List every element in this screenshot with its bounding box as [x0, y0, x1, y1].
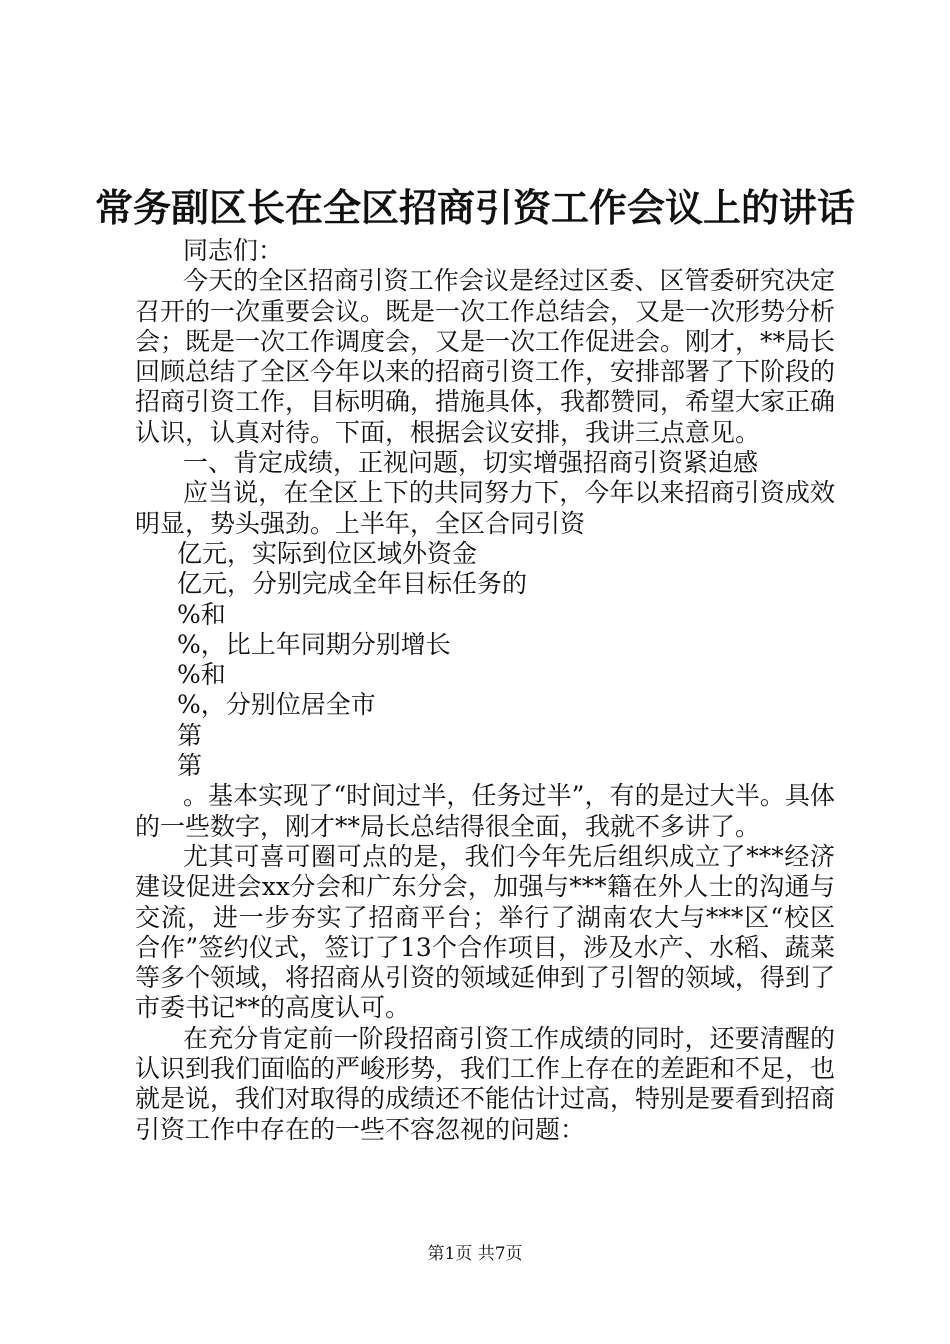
section-heading-1: 一、肯定成绩，正视问题，切实增强招商引资紧迫感: [183, 448, 759, 478]
fragment-line: 亿元，实际到位区域外资金: [177, 538, 478, 568]
paragraph-summary: 。基本实现了“时间过半，任务过半”，有的是过大半。具体的一些数字，刚才**局长总结得很全面，我就不多讲了。: [135, 781, 835, 841]
fragment-line: %，比上年同期分别增长: [177, 629, 451, 659]
paragraph-achievements: 应当说，在全区上下的共同努力下，今年以来招商引资成效明显，势头强劲。上半年，全区合同引资: [135, 478, 835, 538]
fragment-line: %和: [177, 599, 226, 629]
document-title: 常务副区长在全区招商引资工作会议上的讲话: [94, 185, 855, 230]
document-body: [135, 236, 835, 1145]
fragment-line: 第: [177, 751, 203, 781]
salutation: 同志们：: [183, 236, 284, 265]
paragraph-opening: 今天的全区招商引资工作会议是经过区委、区管委研究决定召开的一次重要会议。既是一次工作总结会，又是一次形势分析会；既是一次工作调度会，又是一次工作促进会。刚才，**局长回顾总结了全区今年以来的招商引资工作，安排部署了下阶段的招商引资工作，目标明确，措施具体，我都赞同，希望大家正确认识，认真对待。下面，根据会议安排，我讲三点意见。: [135, 266, 836, 447]
fragment-line: 亿元，分别完成全年目标任务的: [177, 569, 528, 599]
fragment-line: 第: [177, 720, 203, 750]
page-number-footer: 第1页 共7页: [427, 1244, 523, 1264]
paragraph-highlights: 尤其可喜可圈可点的是，我们今年先后组织成立了***经济建设促进会xx分会和广东分会，加强与***籍在外人士的沟通与交流，进一步夯实了招商平台；举行了湖南农大与***区“校区合作”签约仪式，签订了13个合作项目，涉及水产、水稻、蔬菜等多个领域，将招商从引资的领域延伸到了引智的领域，得到了市委书记**的高度认可。: [135, 841, 836, 1023]
fragment-line: %和: [177, 660, 226, 690]
paragraph-problems: 在充分肯定前一阶段招商引资工作成绩的同时，还要清醒的认识到我们面临的严峻形势，我们工作上存在的差距和不足，也就是说，我们对取得的成绩还不能估计过高，特别是要看到招商引资工作中存在的一些不容忽视的问题：: [135, 1023, 836, 1144]
fragment-line: %，分别位居全市: [177, 690, 376, 720]
